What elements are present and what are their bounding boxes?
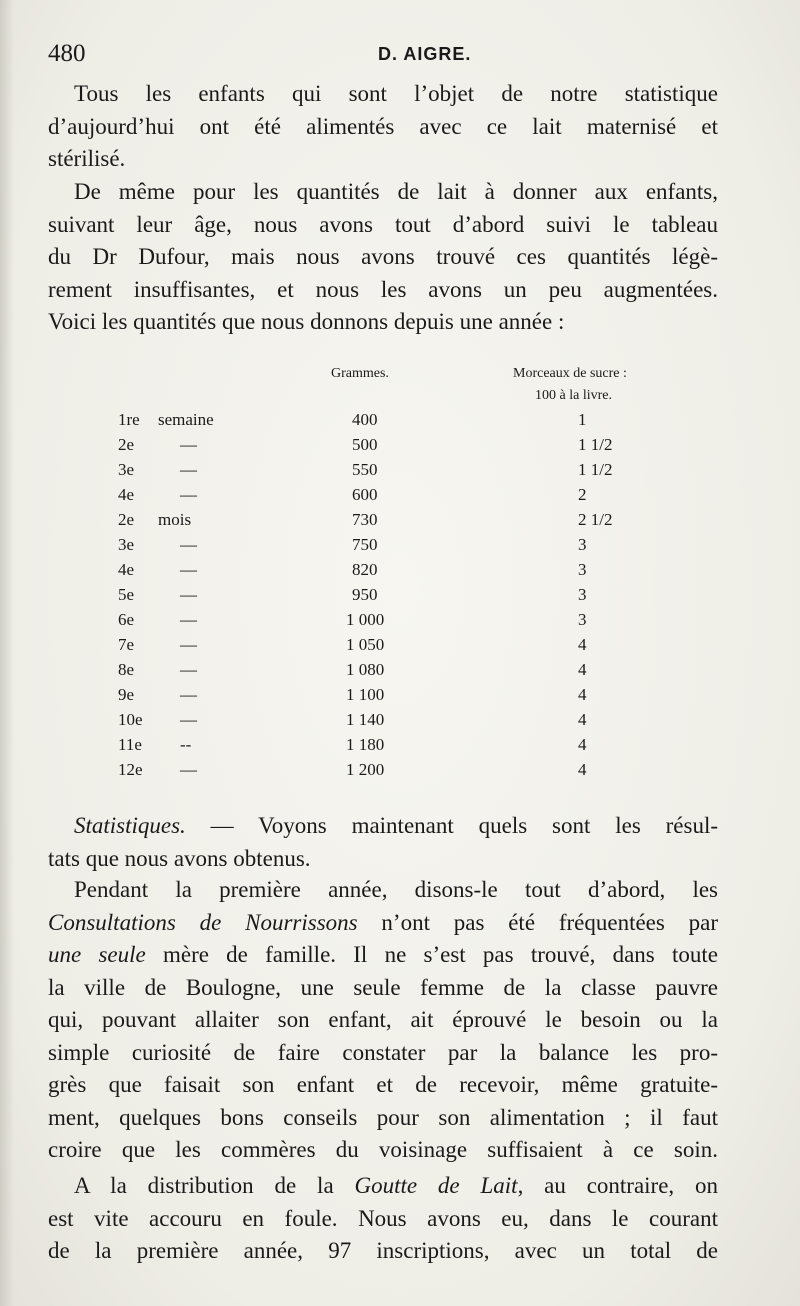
text-line: croire que les commères du voisinage suffisaient à ce soin.: [48, 1137, 718, 1162]
grams-cell: 820: [352, 560, 378, 579]
sugar-cell: 3: [578, 585, 587, 604]
grams-cell: 1 140: [346, 710, 385, 729]
ditto-cell: --: [180, 735, 192, 754]
unit-cell: semaine: [158, 410, 214, 429]
grams-cell: 1 200: [346, 760, 385, 779]
sugar-cell: 4: [578, 660, 587, 679]
text-line: tats que nous avons obtenus.: [48, 845, 311, 871]
table-row: [0, 510, 800, 535]
grams-cell: 730: [352, 510, 378, 529]
grams-cell: 1 100: [346, 685, 385, 704]
ditto-cell: —: [180, 435, 197, 454]
text-line: Voici les quantités que nous donnons depuis une année :: [48, 309, 565, 334]
table-row: [0, 485, 800, 510]
period-cell: 2e: [118, 435, 135, 454]
text-line: est vite accouru en foule. Nous avons eu, dans le courant: [48, 1205, 718, 1231]
unit-cell: mois: [158, 510, 192, 529]
ditto-cell: —: [180, 660, 197, 679]
ditto-cell: —: [180, 560, 197, 579]
grams-cell: 750: [352, 535, 378, 554]
sugar-cell: 3: [578, 610, 587, 629]
grams-cell: 550: [352, 460, 378, 479]
text-line: qui, pouvant allaiter son enfant, ait éprouvé le besoin ou la: [48, 1007, 718, 1032]
text-line: [48, 939, 718, 972]
text-line: de la première année, 97 inscriptions, avec un total de: [48, 1238, 718, 1263]
column-header-grams: Grammes.: [331, 366, 389, 381]
period-cell: 3e: [118, 460, 135, 479]
text-line: Pendant la première année, disons-le tout d’abord, les: [74, 877, 718, 902]
period-cell: 7e: [118, 635, 135, 654]
ditto-cell: —: [180, 685, 197, 704]
sugar-cell: 4: [578, 735, 587, 754]
period-cell: 4e: [118, 560, 135, 579]
sugar-cell: 2 1/2: [578, 510, 613, 529]
sugar-cell: 3: [578, 560, 587, 579]
text-line: [48, 810, 718, 843]
table-row: [0, 610, 800, 635]
ditto-cell: —: [180, 485, 197, 504]
period-cell: 1re: [118, 410, 140, 429]
period-cell: 8e: [118, 660, 135, 679]
text-run: A la distribution de la: [74, 1173, 355, 1198]
text-line: la ville de Boulogne, une seule femme de la classe pauvre: [48, 974, 718, 1000]
period-cell: 5e: [118, 585, 135, 604]
paragraph-statistiques: [48, 810, 718, 875]
text-line: De même pour les quantités de lait à donner aux enfants,: [74, 179, 718, 204]
table-row: [0, 760, 800, 785]
sugar-cell: 4: [578, 760, 587, 779]
grams-cell: 1 050: [346, 635, 385, 654]
period-cell: 12e: [118, 760, 143, 779]
text-line: grès que faisait son enfant et de recevoir, même gratuite-: [48, 1072, 718, 1097]
text-line: [48, 907, 718, 940]
table-row: [0, 735, 800, 760]
table-row: [0, 660, 800, 685]
text-run: , au contraire, on: [517, 1173, 719, 1198]
text-line: Tous les enfants qui sont l’objet de notre statistique: [74, 81, 718, 106]
text-line: stérilisé.: [48, 146, 126, 171]
ditto-cell: —: [180, 635, 197, 654]
table-row: [0, 410, 800, 435]
text-line: ment, quelques bons conseils pour son alimentation ; il faut: [48, 1104, 718, 1130]
section-heading: Statistiques.: [74, 813, 186, 838]
grams-cell: 600: [352, 485, 378, 504]
text-run: mère de famille. Il ne s’est pas trouvé, dans toute: [145, 942, 718, 967]
table-row: [0, 710, 800, 735]
period-cell: 10e: [118, 710, 143, 729]
running-head: D. AIGRE.: [378, 44, 472, 64]
paragraph-5: [48, 1170, 718, 1268]
italic-run: Goutte de Lait: [354, 1173, 518, 1198]
ditto-cell: —: [180, 585, 197, 604]
table-row: [0, 685, 800, 710]
grams-cell: 500: [352, 435, 378, 454]
text-line: simple curiosité de faire constater par la balance les pro-: [48, 1039, 718, 1065]
sugar-cell: 4: [578, 685, 587, 704]
period-cell: 3e: [118, 535, 135, 554]
sugar-cell: 1 1/2: [578, 460, 613, 479]
paragraph-4: [48, 874, 718, 1167]
text-line: suivant leur âge, nous avons tout d’abord suivi le tableau: [48, 211, 718, 237]
ditto-cell: —: [180, 460, 197, 479]
column-header-sugar: Morceaux de sucre :: [513, 366, 627, 381]
text-run: n’ont pas été fréquentées par: [357, 909, 718, 935]
grams-cell: 950: [352, 585, 378, 604]
period-cell: 2e: [118, 510, 135, 529]
sugar-cell: 4: [578, 635, 587, 654]
sugar-cell: 1 1/2: [578, 435, 613, 454]
period-cell: 6e: [118, 610, 135, 629]
grams-cell: 1 080: [346, 660, 385, 679]
page-number: 480: [48, 40, 86, 67]
table-row: [0, 460, 800, 485]
text-line: du Dr Dufour, mais nous avons trouvé ces quantités légè-: [48, 244, 718, 269]
period-cell: 9e: [118, 685, 135, 704]
grams-cell: 1 180: [346, 735, 385, 754]
sugar-cell: 4: [578, 710, 587, 729]
column-header-sugar-unit: 100 à la livre.: [535, 388, 612, 403]
grams-cell: 1 000: [346, 610, 385, 629]
period-cell: 11e: [118, 735, 142, 754]
table-row: [0, 435, 800, 460]
text-line: [48, 1170, 718, 1203]
table-row: [0, 635, 800, 660]
ditto-cell: —: [180, 710, 197, 729]
text-run: — Voyons maintenant quels sont les résul-: [210, 813, 718, 838]
table-row: [0, 560, 800, 585]
text-line: d’aujourd’hui ont été alimentés avec ce lait maternisé et: [48, 113, 718, 139]
sugar-cell: 3: [578, 535, 587, 554]
grams-cell: 400: [352, 410, 378, 429]
italic-run: Consultations de Nourrissons: [48, 909, 358, 935]
sugar-cell: 1: [578, 410, 587, 429]
ditto-cell: —: [180, 535, 197, 554]
table-row: [0, 535, 800, 560]
italic-run: une seule: [48, 942, 146, 967]
ditto-cell: —: [180, 760, 197, 779]
sugar-cell: 2: [578, 485, 587, 504]
table-row: [0, 585, 800, 610]
period-cell: 4e: [118, 485, 135, 504]
text-line: rement insuffisantes, et nous les avons un peu augmentées.: [48, 276, 718, 302]
ditto-cell: —: [180, 610, 197, 629]
